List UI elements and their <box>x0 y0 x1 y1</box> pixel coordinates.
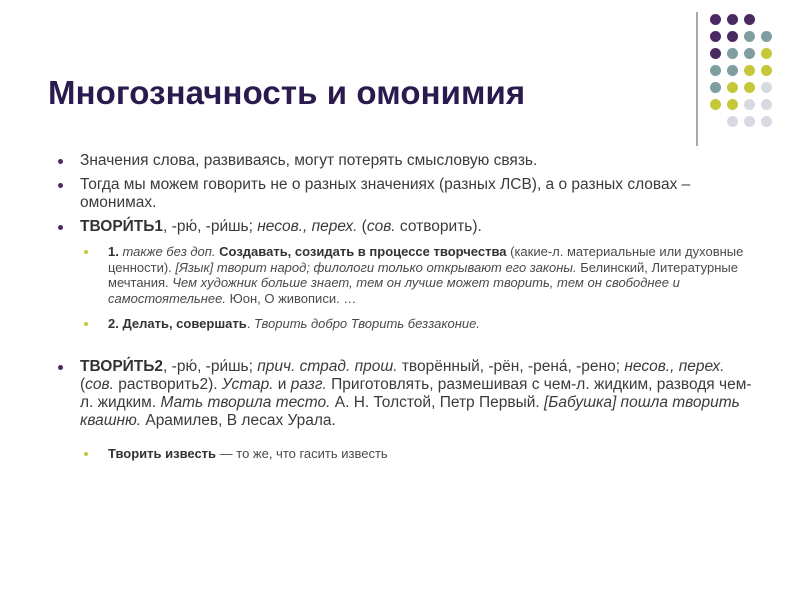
text: сотворить). <box>395 218 482 235</box>
bullet-item-tvorit1 <box>56 218 756 236</box>
vertical-divider <box>696 12 698 146</box>
text-italic: [Язык] творит народ; филологи только открывают его законы. <box>175 259 577 275</box>
sub-bullet-dot <box>84 322 88 326</box>
sub-bullet-item <box>56 446 756 462</box>
text: Приготовлять, размешивая с чем-л. жидким, разводя чем-л. жидким. <box>80 375 752 411</box>
dot <box>761 31 772 42</box>
text: . <box>246 316 254 331</box>
decorative-dot-grid <box>710 14 772 127</box>
dot <box>761 48 772 59</box>
text-italic: Мать творила тесто. <box>160 393 331 411</box>
dot <box>744 31 755 42</box>
sub-bullet-item <box>56 316 756 332</box>
text-italic: [Бабушка] пошла творить квашню. <box>80 393 740 429</box>
dot <box>727 14 738 25</box>
text-italic: сов. <box>366 218 396 235</box>
text: Арамилев, В лесах Урала. <box>141 411 336 429</box>
bullet-text: Тогда мы можем говорить не о разных значениях (разных ЛСВ), а о разных словах – омонимах. <box>80 176 691 211</box>
dot <box>710 31 721 42</box>
text-bold: Создавать, созидать в процессе творчества <box>219 244 507 259</box>
dot <box>761 82 772 93</box>
text: , -рю́, -ри́шь; <box>163 218 258 235</box>
dot <box>710 82 721 93</box>
text-italic: Чем художник больше знает, тем он лучше может творить, тем он свободнее и самостоятельнее. <box>108 275 680 306</box>
bullet-item <box>56 176 756 212</box>
text: растворить2). <box>113 375 222 393</box>
dot <box>710 65 721 76</box>
bullet-dot <box>58 159 63 164</box>
text-italic: прич. страд. прош. <box>257 357 398 375</box>
dot <box>744 14 755 25</box>
dot <box>744 48 755 59</box>
text-italic: несов., перех. <box>257 218 358 235</box>
text: ( <box>357 218 367 235</box>
dot <box>727 65 738 76</box>
sub-bullet-dot <box>84 452 88 456</box>
bullet-dot <box>58 365 63 370</box>
dot <box>727 48 738 59</box>
headword: ТВОРИ́ТЬ2 <box>80 357 164 375</box>
dot <box>727 99 738 110</box>
dot <box>710 14 721 25</box>
dot <box>727 116 738 127</box>
text-italic: разг. <box>290 375 327 393</box>
dot <box>727 82 738 93</box>
text: творённый, -рён, -рена́, -рено; <box>397 357 625 375</box>
dot <box>744 99 755 110</box>
bullet-item-tvorit2 <box>56 358 756 430</box>
sub-bullet-item <box>56 244 756 306</box>
sub-bullet-dot <box>84 250 88 254</box>
dot <box>761 65 772 76</box>
dot <box>744 82 755 93</box>
dot <box>710 99 721 110</box>
text-bold: 2. Делать, совершать <box>108 316 247 331</box>
text-bold: Творить известь <box>108 445 217 461</box>
dot <box>744 116 755 127</box>
text: (какие-л. материальные или духовные ценности). <box>108 244 744 275</box>
text-italic: Творить добро Творить беззаконие. <box>254 316 480 331</box>
text: Белинский, Литературные мечтания. <box>108 259 738 290</box>
text: Юон, О живописи. … <box>225 290 357 306</box>
sense-number: 1. <box>108 244 119 259</box>
slide-content <box>56 152 756 461</box>
bullet-dot <box>58 183 63 188</box>
text-italic: Устар. <box>221 375 274 393</box>
dot <box>727 31 738 42</box>
text-italic: несов., перех. <box>624 357 725 375</box>
text: и <box>273 375 291 393</box>
slide-title: Многозначность и омонимия <box>48 74 526 111</box>
text: , -рю́, -ри́шь; <box>163 357 258 375</box>
dot <box>744 65 755 76</box>
dot <box>761 116 772 127</box>
text: — то же, что гасить известь <box>216 445 388 461</box>
dot <box>710 48 721 59</box>
dot <box>761 99 772 110</box>
text-italic: также без доп. <box>122 244 216 259</box>
bullet-item <box>56 152 756 170</box>
text-italic: сов. <box>85 375 114 393</box>
bullet-dot <box>58 225 63 230</box>
text: ( <box>80 375 86 393</box>
headword: ТВОРИ́ТЬ1 <box>80 218 164 235</box>
bullet-text: Значения слова, развиваясь, могут потерять смысловую связь. <box>80 152 538 169</box>
text: А. Н. Толстой, Петр Первый. <box>330 393 544 411</box>
